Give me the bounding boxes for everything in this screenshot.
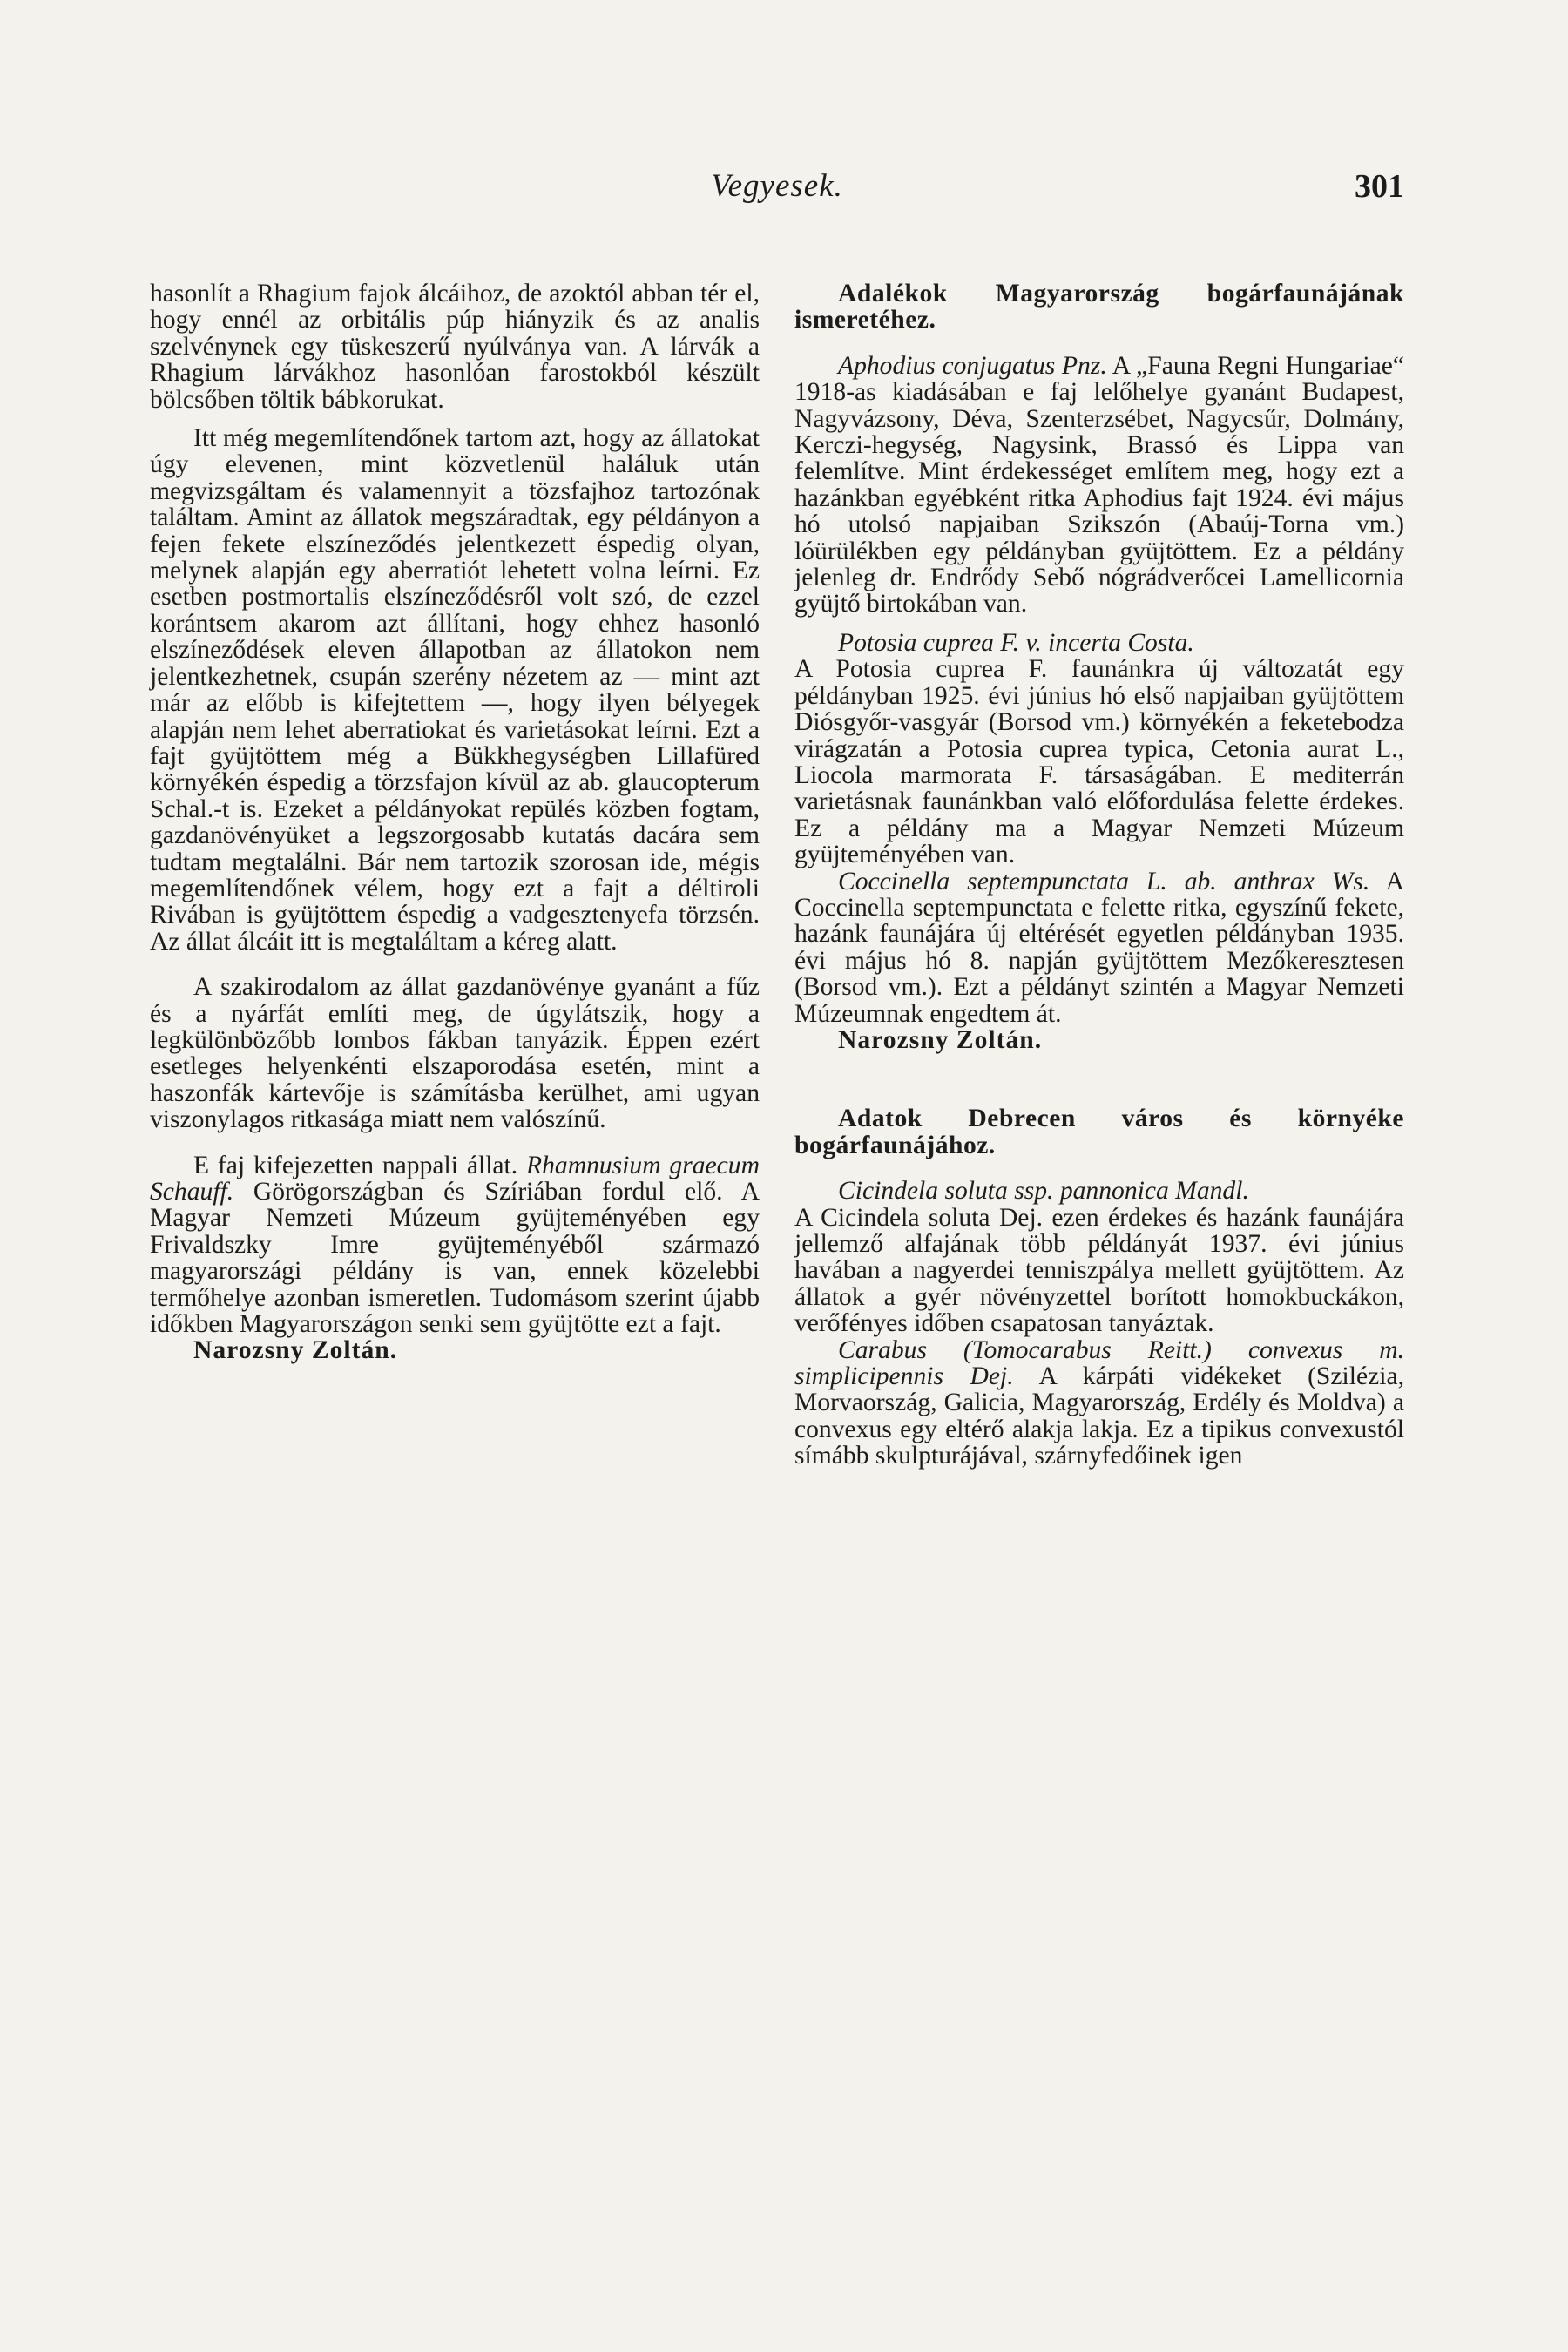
species-name-aphodius: Aphodius conjugatus Pnz. <box>838 351 1107 380</box>
entry-potosia-title <box>794 630 1404 656</box>
entry-cicindela-title <box>794 1178 1404 1204</box>
article-heading-debrecen: Adatok Debrecen város és környéke bogárfaunájához. <box>794 1105 1404 1159</box>
rhamnusium-text: Görögországban és Szíriában fordul elő. A Magyar Nemzeti Múzeum gyüjteményében egy Frivaldszky Imre gyüjteményéből származó magyarországi példány is van, ennek közelebbi termőhelye azonban ismeretlen. Tudomásom szerint újabb időkben Magyarországon senki sem gyüjtötte ezt a fajt. <box>150 1178 760 1339</box>
paragraph-rhagium-continued: hasonlít a Rhagium fajok álcáihoz, de azoktól abban tér el, hogy ennél az orbitális púp hiányzik és az analis szelvénynek egy tüskeszerű nyúlványa van. A lárvák a Rhagium lárvákhoz hasonlóan farostokból készült bölcsőben töltik bábkorukat. <box>150 280 760 414</box>
author-signature-left: Narozsny Zoltán. <box>193 1336 398 1365</box>
species-name-potosia: Potosia cuprea F. v. incerta Costa. <box>838 628 1194 657</box>
species-name-carabus: Carabus (Tomocarabus Reitt.) convexus m. simplicipennis Dej. <box>794 1335 1404 1391</box>
paragraph-diurnal-rhamnusium <box>150 1152 760 1338</box>
author-signature-right: Narozsny Zoltán. <box>838 1025 1043 1054</box>
entry-aphodius <box>794 353 1404 618</box>
right-column <box>794 280 1404 1470</box>
paragraph-host-plants: A szakirodalom az állat gazdanövénye gyanánt a fűz és a nyárfát említi meg, de úgylátszik, hogy a legkülönbözőbb lombos fákban tanyázik. Éppen ezért esetleges helyenkénti elszaporodása esetén, mint a haszonfák kártevője is számításba kerülhet, ami ugyan viszonylagos ritkasága miatt nem valószínű. <box>150 973 760 1134</box>
page-number: 301 <box>1355 168 1404 205</box>
coccinella-text: A Coccinella septempunctata e felette ritka, egyszínű fekete, hazánk faunájára új eltérését egyetlen példányban 1935. évi május hó 8. napján gyüjtöttem Mezőkeresztesen (Borsod vm.). Ezt a példányt szintén a Magyar Nemzeti Múzeumnak engedtem át. <box>794 867 1404 1028</box>
entry-potosia-text: A Potosia cuprea F. faunánkra új változatát egy példányban 1925. évi június hó első napjaiban gyüjtöttem Diósgyőr-vasgyár (Borsod vm.) környékén a feketebodza virágzatán a Potosia cuprea typica, Cetonia aurat L., Liocola marmorata F. társaságában. E mediterrán varietásnak faunánkban való előfordulása felette érdekes. Ez a példány ma a Magyar Nemzeti Múzeum gyüjteményében van. <box>794 655 1404 869</box>
running-title: Vegyesek. <box>711 168 843 204</box>
entry-coccinella <box>794 868 1404 1027</box>
article-heading-adalekok: Adalékok Magyarország bogárfaunájának ismeretéhez. <box>794 280 1404 335</box>
paragraph-postmortal-discoloration: Itt még megemlítendőnek tartom azt, hogy az állatokat úgy elevenen, mint közvetlenül haláluk után megvizsgáltam és valamennyit a tözsfajhoz tartozónak találtam. Amint az állatok megszáradtak, egy példányon a fejen fekete elszíneződés jelentkezett éspedig olyan, melynek alapján egy aberratiót lehetett volna leírni. Ez esetben postmortalis elszíneződésről volt szó, de ezzel korántsem akarom azt állítani, hogy ehhez hasonló elszíneződések eleven állapotban az állatokon nem jelentkezhetnek, csupán szerény nézetem az — mint azt már az előbb is kifejtettem —, hogy ilyen bélyegek alapján nem lehet aberratiokat és varietásokat leírni. Ezt a fajt gyüjtöttem még a Bükkhegységben Lillafüred környékén éspedig a törzsfajon kívül az ab. glaucopterum Schal.-t is. Ezeket a példányokat repülés közben fogtam, gazdanövényüket a legszorgosabb kutatás dacára sem tudtam megtalálni. Bár nem tartozik szorosan ide, mégis megemlítendőnek vélem, hogy ezt a fajt a déltiroli Rivában is gyüjtöttem éspedig a vadgesztenyefa törzsén. Az állat álcáit itt is megtaláltam a kéreg alatt. <box>150 424 760 956</box>
left-column <box>150 280 760 1364</box>
species-name-cicindela: Cicindela soluta ssp. pannonica Mandl. <box>838 1177 1249 1206</box>
running-head <box>150 167 1404 211</box>
diurnal-sentence: E faj kifejezetten nappali állat. <box>193 1151 518 1179</box>
species-name-coccinella: Coccinella septempunctata L. ab. anthrax Ws. <box>838 867 1370 896</box>
species-name-rhamnusium: Rhamnusium graecum Schauff. <box>150 1151 760 1206</box>
entry-carabus <box>794 1337 1404 1470</box>
entry-cicindela-text: A Cicindela soluta Dej. ezen érdekes és hazánk faunájára jellemző alfajának több példányát 1937. évi június havában a nagyerdei tenniszpálya mellett gyüjtöttem. Az állatok a gyér növényzettel borított homokbuckákon, verőfényes időben csapatosan tanyáztak. <box>794 1203 1404 1338</box>
aphodius-text: A „Fauna Regni Hungariae“ 1918-as kiadásában e faj lelőhelye gyanánt Budapest, Nagyvázsony, Déva, Szenterzsébet, Nagycsűr, Dolmány, Kerczi-hegység, Nagysink, Brassó és Lippa van felemlítve. Mint érdekességet említem meg, hogy ezt a hazánkban egyébként ritka Aphodius fajt 1924. évi május hó utolsó napjaiban Szikszón (Abaúj-Torna vm.) lóürülékben egy példányban gyüjtöttem. Ez a példány jelenleg dr. Endrődy Sebő nógrádverőcei Lamellicornia gyüjtő birtokában van. <box>794 351 1404 618</box>
carabus-text: A kárpáti vidékeket (Szilézia, Morvaország, Galicia, Magyarország, Erdély és Moldva) a convexus egy eltérő alakja lakja. Ez a tipikus convexustól símább skulpturájával, szárnyfedőinek igen <box>794 1362 1404 1470</box>
